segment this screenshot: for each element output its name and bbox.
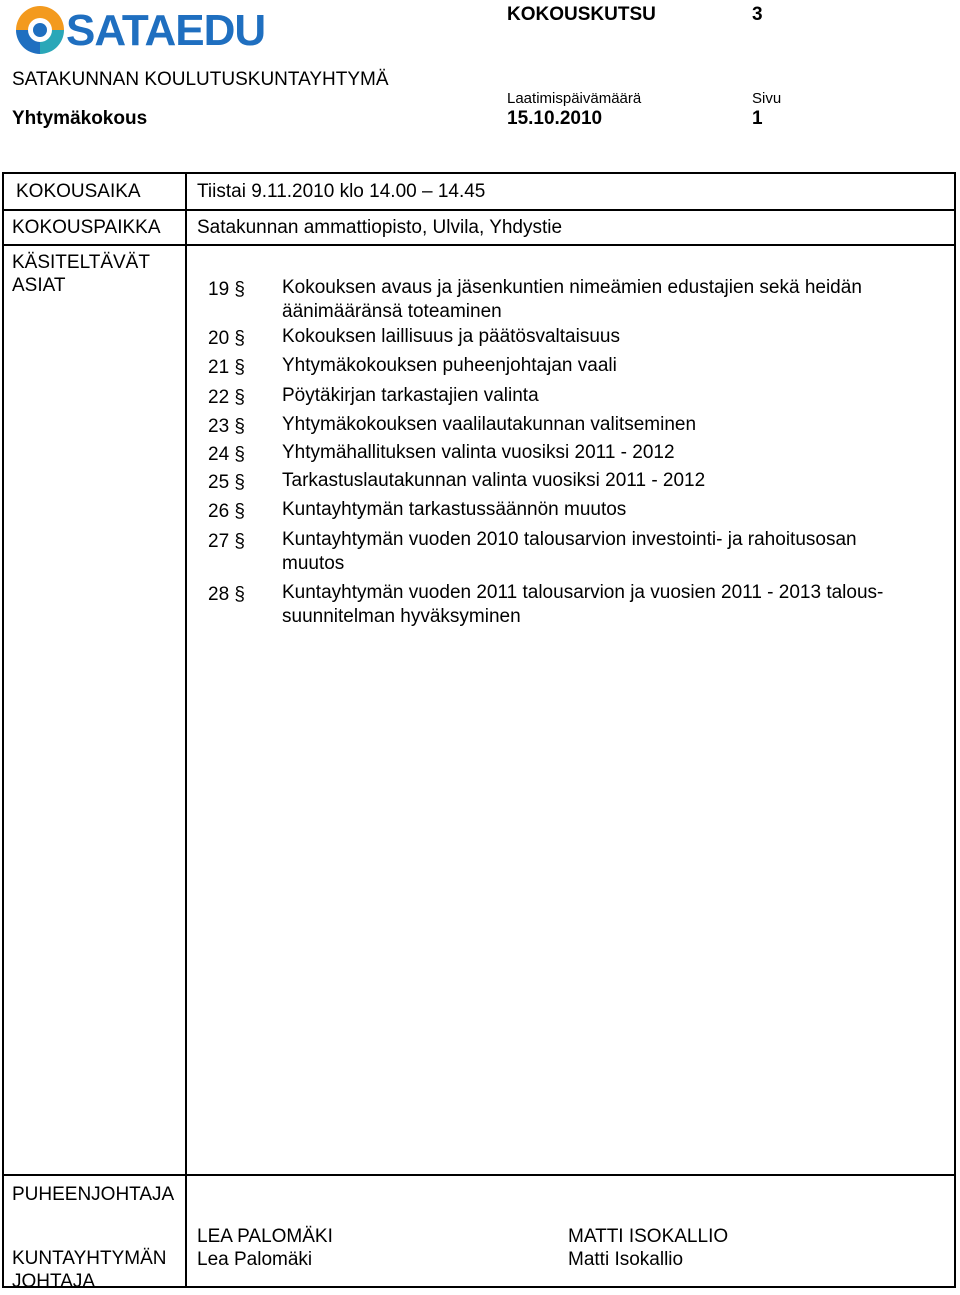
logo-wordmark: SATAEDU: [66, 6, 266, 55]
agenda-item-number: 24 §: [208, 444, 245, 465]
date-label: Laatimispäivämäärä: [507, 90, 642, 107]
document-date: 15.10.2010: [507, 108, 603, 129]
agenda-item-text: Kuntayhtymän vuoden 2010 talousarvion investointi- ja rahoitusosan muutos: [282, 529, 857, 574]
director-signature: MATTI ISOKALLIO Matti Isokallio: [568, 1226, 729, 1270]
agenda-item-number: 27 §: [208, 531, 245, 552]
organization-name: SATAKUNNAN KOULUTUSKUNTAYHTYMÄ: [12, 69, 389, 90]
agenda-item-number: 28 §: [208, 584, 245, 605]
agenda-item-text: Yhtymähallituksen valinta vuosiksi 2011 - 2012: [282, 442, 675, 463]
table-column-divider: [185, 172, 187, 1288]
agenda-item-number: 23 §: [208, 416, 245, 437]
agenda-item-number: 26 §: [208, 501, 245, 522]
meeting-time-label: KOKOUSAIKA: [16, 181, 141, 202]
table-row-divider: [2, 1174, 956, 1176]
agenda-item-number: 22 §: [208, 387, 245, 408]
meeting-place-value: Satakunnan ammattiopisto, Ulvila, Yhdystie: [197, 217, 563, 238]
meeting-body: Yhtymäkokous: [12, 108, 148, 129]
agenda-item-text: Kuntayhtymän tarkastussäännön muutos: [282, 499, 627, 520]
agenda-item-text: Kokouksen laillisuus ja päätösvaltaisuus: [282, 326, 620, 347]
page-number: 1: [752, 108, 763, 129]
document-type: KOKOUSKUTSU: [507, 4, 656, 25]
agenda-item-text: Tarkastuslautakunnan valinta vuosiksi 2011 - 2012: [282, 470, 706, 491]
agenda-item-number: 21 §: [208, 357, 245, 378]
table-row-divider: [2, 244, 956, 246]
agenda-item-text: Yhtymäkokouksen vaalilautakunnan valitseminen: [282, 414, 697, 435]
agenda-item-number: 20 §: [208, 328, 245, 349]
agenda-item-text: Pöytäkirjan tarkastajien valinta: [282, 385, 539, 406]
chair-signature: LEA PALOMÄKI Lea Palomäki: [197, 1226, 333, 1270]
director-label: KUNTAYHTYMÄN JOHTAJA: [12, 1248, 167, 1292]
meeting-time-value: Tiistai 9.11.2010 klo 14.00 – 14.45: [197, 181, 486, 202]
meeting-place-label: KOKOUSPAIKKA: [12, 217, 161, 238]
agenda-item-number: 19 §: [208, 279, 245, 300]
agenda-item-text: Kuntayhtymän vuoden 2011 talousarvion ja vuosien 2011 - 2013 talous- suunnitelman hyväksyminen: [282, 582, 884, 627]
agenda-label: KÄSITELTÄVÄT ASIAT: [12, 252, 150, 296]
sataedu-swirl-icon: [12, 2, 68, 58]
page-label: Sivu: [752, 90, 782, 107]
table-row-divider: [2, 209, 956, 211]
agenda-item-text: Kokouksen avaus ja jäsenkuntien nimeämien edustajien sekä heidän äänimääränsä toteaminen: [282, 277, 862, 322]
document-number: 3: [752, 4, 763, 25]
chair-label: PUHEENJOHTAJA: [12, 1184, 175, 1205]
agenda-item-number: 25 §: [208, 472, 245, 493]
agenda-item-text: Yhtymäkokouksen puheenjohtajan vaali: [282, 355, 617, 376]
